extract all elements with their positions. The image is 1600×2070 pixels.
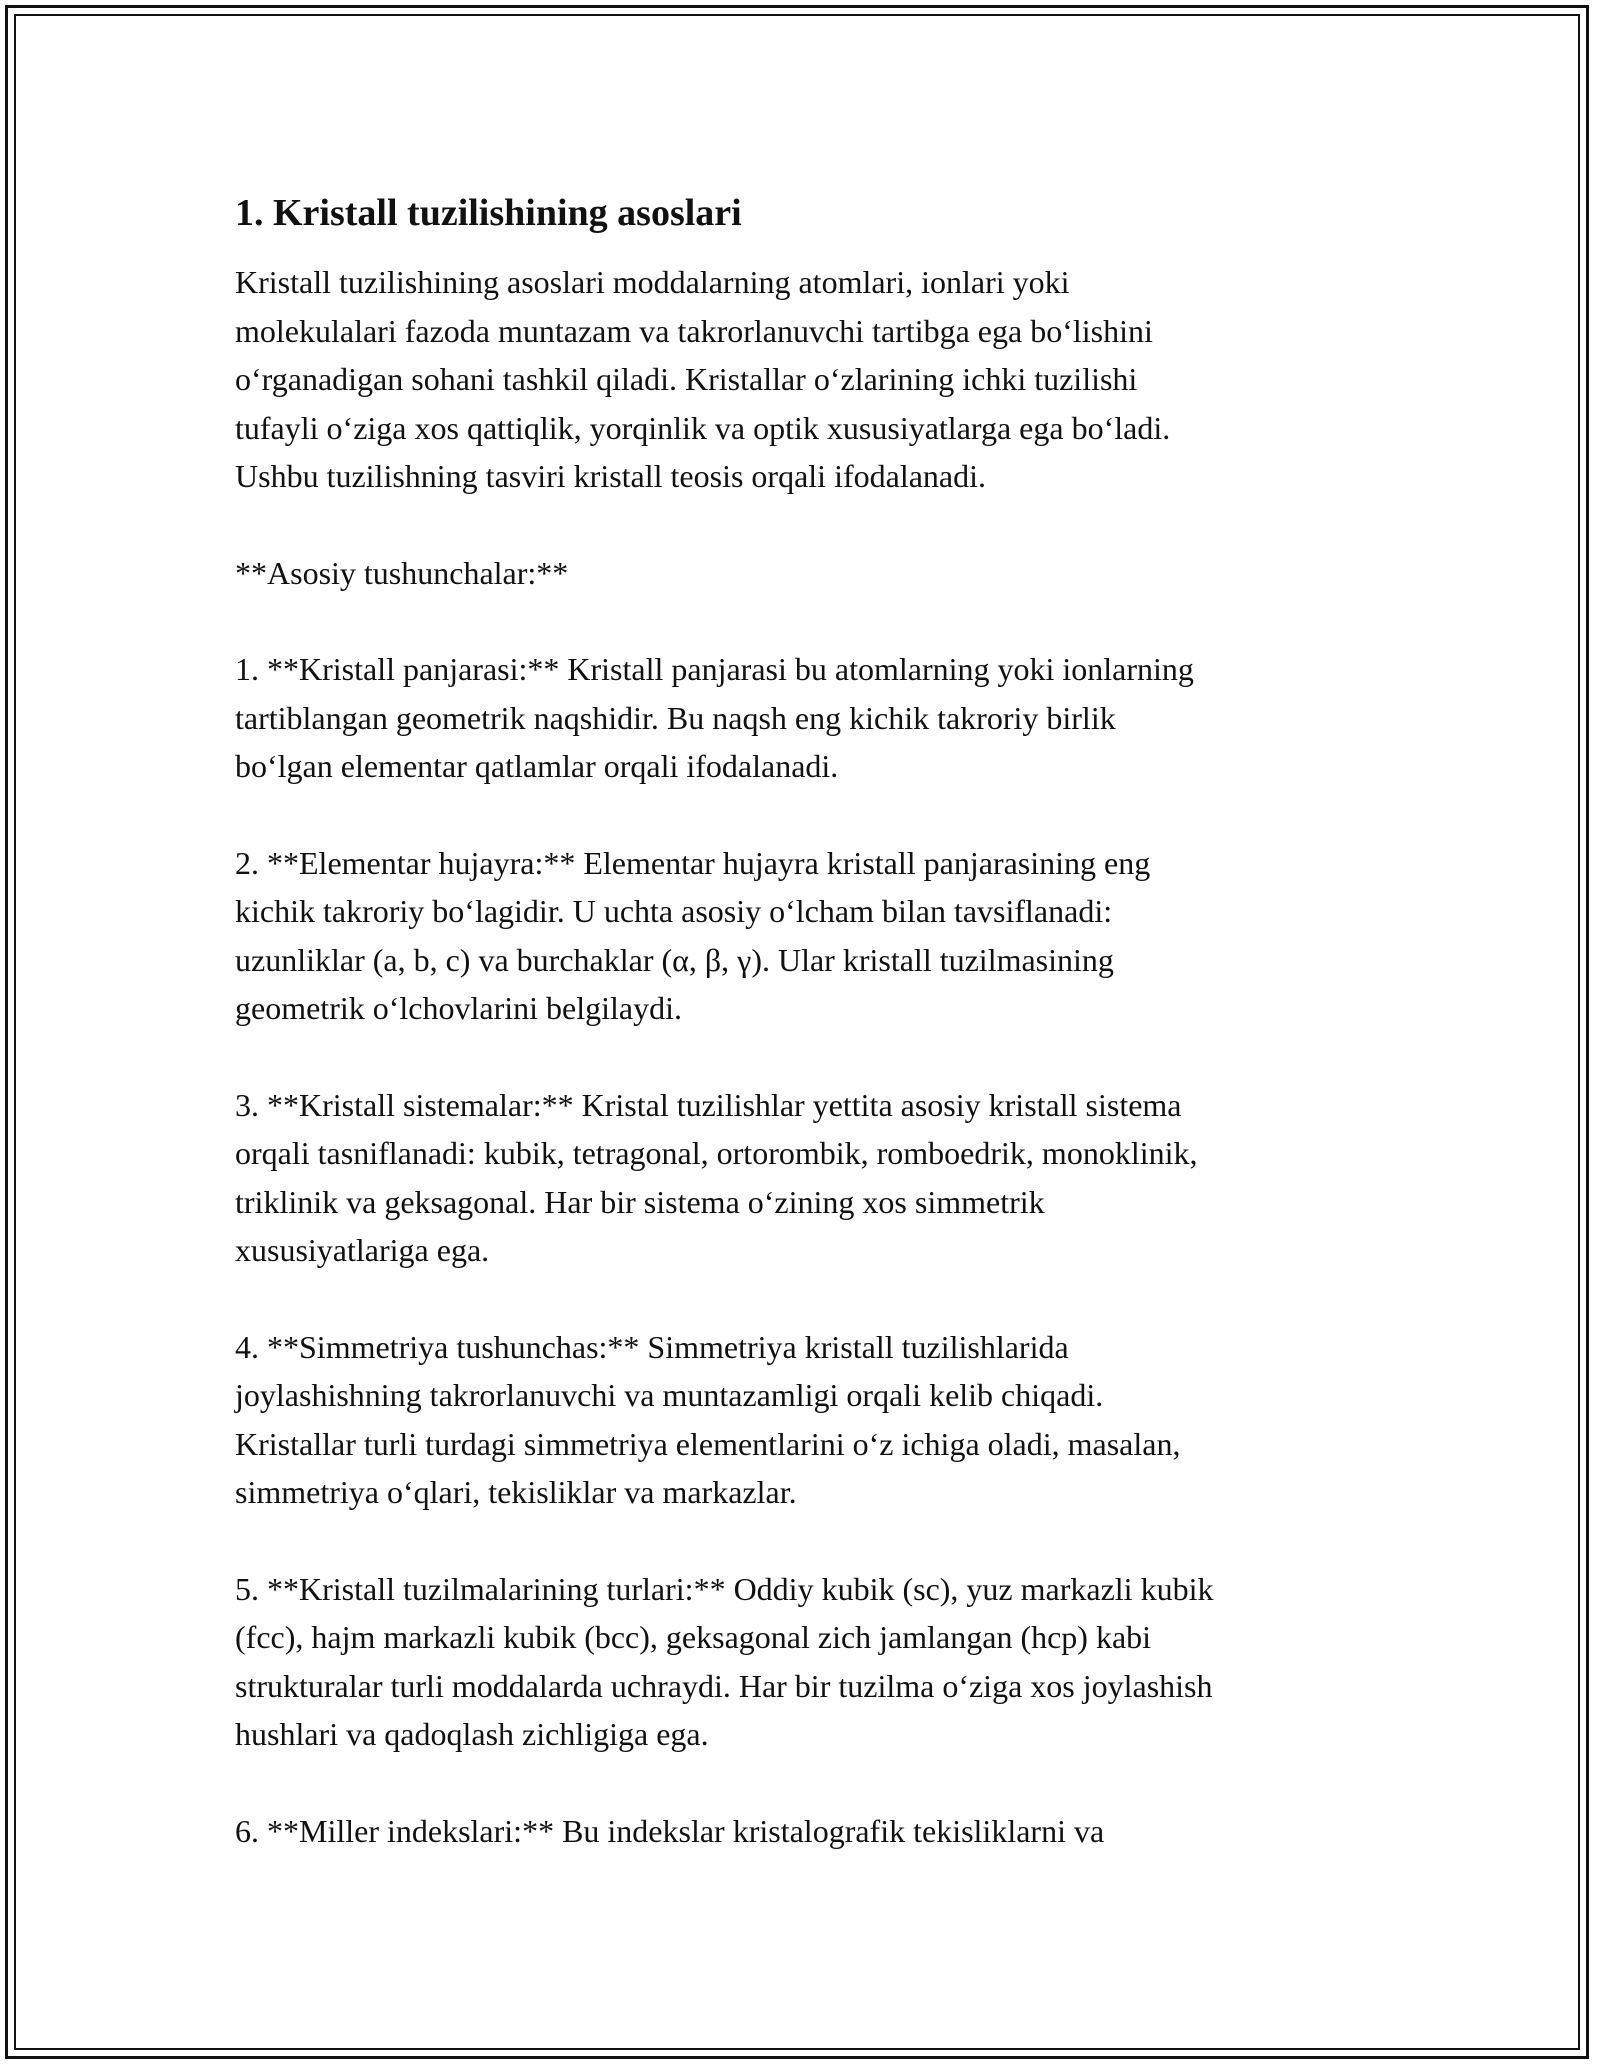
item-4-paragraph	[235, 1323, 1375, 1517]
text-line: kichik takroriy boʻlagidir. U uchta asosiy oʻlcham bilan tavsiflanadi:	[235, 893, 1113, 929]
text-line: Ushbu tuzilishning tasviri kristall teosis orqali ifodalanadi.	[235, 458, 986, 494]
text-line: (fcc), hajm markazli kubik (bcc), geksagonal zich jamlangan (hcp) kabi	[235, 1619, 1152, 1655]
item-3-paragraph	[235, 1081, 1375, 1275]
section-title: 1. Kristall tuzilishining asoslari	[235, 192, 742, 234]
text-line: boʻlgan elementar qatlamlar orqali ifodalanadi.	[235, 748, 839, 784]
text-line: molekulalari fazoda muntazam va takrorlanuvchi tartibga ega boʻlishini	[235, 312, 1153, 349]
item-2-paragraph	[235, 839, 1375, 1033]
text-line: 1. **Kristall panjarasi:** Kristall panjarasi bu atomlarning yoki ionlarning	[235, 651, 1194, 687]
text-line: Kristallar turli turdagi simmetriya elementlarini oʻz ichiga oladi, masalan,	[235, 1425, 1181, 1462]
item-5-paragraph	[235, 1565, 1375, 1759]
subheading-paragraph	[235, 549, 1375, 598]
text-line: joylashishning takrorlanuvchi va muntazamligi orqali kelib chiqadi.	[235, 1377, 1104, 1413]
text-line: simmetriya oʻqlari, tekisliklar va markazlar.	[235, 1474, 797, 1510]
text-line: orqali tasniflanadi: kubik, tetragonal, ortorombik, romboedrik, monoklinik,	[235, 1135, 1198, 1171]
text-line: 6. **Miller indekslari:** Bu indekslar kristalografik tekisliklarni va	[235, 1812, 1105, 1849]
text-line: 3. **Kristall sistemalar:** Kristal tuzilishlar yettita asosiy kristall sistema	[235, 1086, 1182, 1123]
text-line: oʻrganadigan sohani tashkil qiladi. Kristallar oʻzlarining ichki tuzilishi	[235, 361, 1138, 397]
text-line: triklinik va geksagonal. Har bir sistema oʻzining xos simmetrik	[235, 1183, 1045, 1220]
item-6-paragraph	[235, 1807, 1375, 1856]
text-line: 2. **Elementar hujayra:** Elementar hujayra kristall panjarasining eng	[235, 844, 1151, 881]
item-1-paragraph	[235, 645, 1375, 791]
text-line: hushlari va qadoqlash zichligiga ega.	[235, 1716, 709, 1752]
text-line: xususiyatlariga ega.	[235, 1232, 490, 1268]
document-body	[235, 188, 1375, 1903]
text-line: Kristall tuzilishining asoslari moddalarning atomlari, ionlari yoki	[235, 264, 1070, 300]
intro-paragraph	[235, 258, 1375, 501]
text-line: geometrik oʻlchovlarini belgilaydi.	[235, 990, 682, 1026]
text-line: strukturalar turli moddalarda uchraydi. Har bir tuzilma oʻziga xos joylashish	[235, 1667, 1213, 1704]
text-line: **Asosiy tushunchalar:**	[235, 554, 569, 591]
text-line: tufayli oʻziga xos qattiqlik, yorqinlik va optik xususiyatlarga ega boʻladi.	[235, 409, 1171, 446]
text-line: tartiblangan geometrik naqshidir. Bu naqsh eng kichik takroriy birlik	[235, 699, 1116, 736]
text-line: 5. **Kristall tuzilmalarining turlari:** Oddiy kubik (sc), yuz markazli kubik	[235, 1570, 1214, 1607]
text-line: 4. **Simmetriya tushunchas:** Simmetriya kristall tuzilishlarida	[235, 1328, 1069, 1365]
text-line: uzunliklar (a, b, c) va burchaklar (α, β, γ). Ular kristall tuzilmasining	[235, 941, 1114, 978]
